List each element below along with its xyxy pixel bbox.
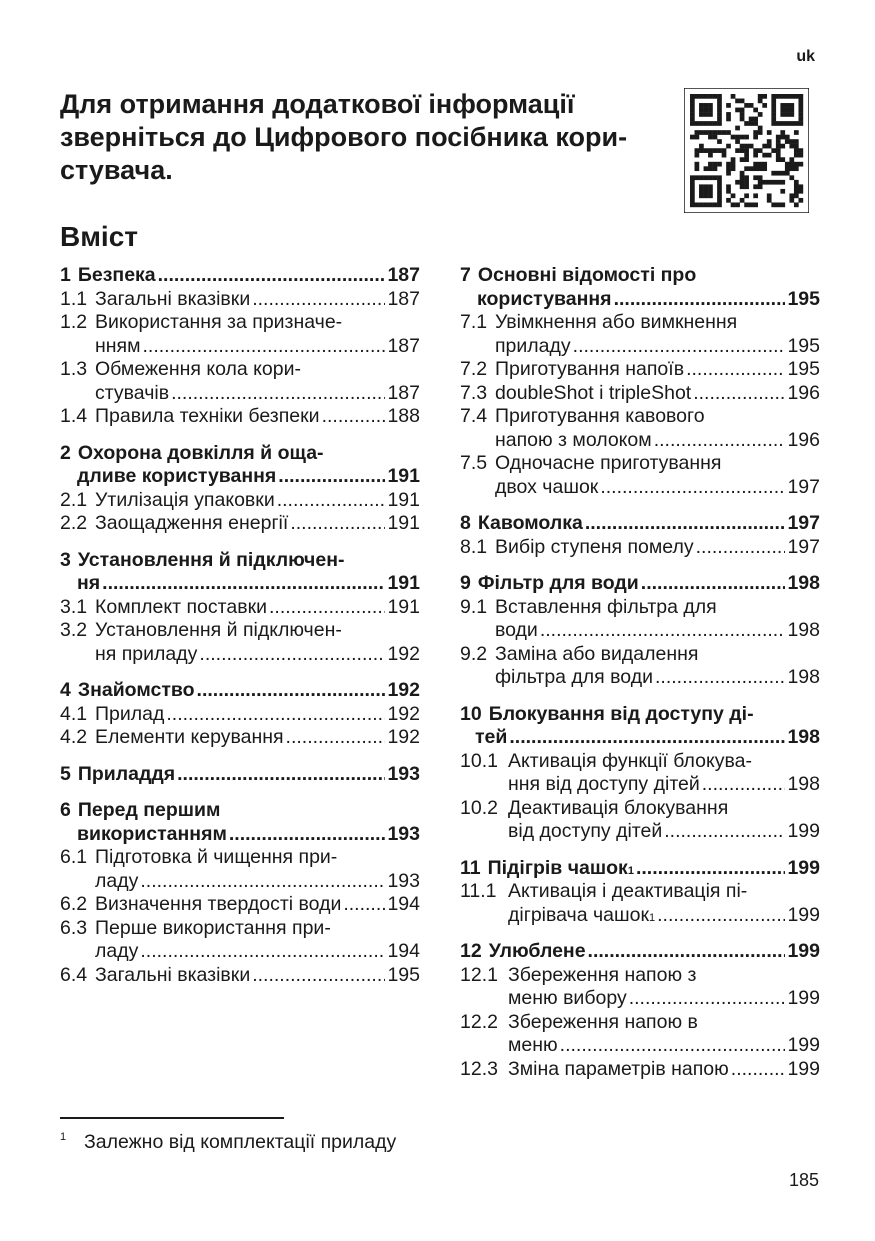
toc-page: 198 — [787, 619, 820, 641]
toc-chapter-line[interactable]: 11 Підігрів чашок 1 ..... 199 — [460, 857, 820, 881]
headline-line: стувача. — [60, 155, 173, 185]
toc-entry-line[interactable] — [460, 797, 820, 821]
toc-number: 9 — [460, 572, 471, 594]
toc-entry-line[interactable]: дігрівача чашок 1 ..... 199 — [460, 904, 820, 928]
toc-number: 12.1 — [460, 963, 498, 986]
toc-text: Увімкнення або вимкнення — [495, 311, 738, 333]
toc-number: 11.1 — [460, 880, 497, 902]
toc-text: дливе користування — [77, 465, 277, 487]
toc-page: 199 — [787, 940, 820, 962]
toc-chapter-line[interactable] — [60, 465, 420, 489]
leader-dots — [731, 1058, 786, 1082]
toc-number: 12.2 — [460, 1010, 498, 1033]
toc-chapter-line[interactable] — [60, 264, 420, 288]
leader-dots — [540, 619, 786, 643]
leader-dots — [686, 358, 785, 382]
toc-text: Збереження напою в — [508, 1010, 698, 1033]
toc-page: 194 — [387, 940, 420, 962]
toc-entry-line[interactable] — [60, 382, 420, 406]
toc-group — [60, 264, 420, 429]
toc-text: меню — [508, 1034, 558, 1056]
toc-text: фільтра для води — [495, 666, 653, 688]
toc-page: 187 — [387, 381, 420, 404]
footnote-divider — [60, 1117, 284, 1119]
leader-dots — [102, 572, 385, 596]
toc-text: Загальні вказівки — [95, 963, 251, 986]
toc-text: Безпека — [77, 264, 156, 286]
leader-dots — [588, 940, 786, 964]
toc-text: Знайомство — [77, 679, 195, 701]
toc-page: 191 — [387, 488, 420, 511]
leader-dots — [600, 476, 785, 500]
toc-page: 198 — [787, 726, 820, 748]
leader-dots — [657, 904, 785, 928]
toc-page: 193 — [387, 869, 420, 892]
toc-entry-line[interactable] — [60, 893, 420, 917]
leader-dots — [702, 773, 786, 797]
leader-dots — [252, 288, 385, 312]
leader-dots — [641, 572, 786, 596]
toc-entry-line[interactable] — [460, 987, 820, 1011]
toc-text: меню вибору — [508, 987, 627, 1009]
toc-text: Приготування напоїв — [495, 358, 685, 380]
qr-code[interactable] — [684, 88, 809, 213]
toc-page: 198 — [787, 666, 820, 688]
toc-text: ладу — [95, 940, 139, 962]
toc-entry-line[interactable] — [460, 596, 820, 620]
toc-text: Перше використання при- — [95, 916, 331, 939]
leader-dots — [696, 536, 786, 560]
toc-text: Охорона довкілля й оща- — [77, 441, 324, 464]
toc-entry-line[interactable] — [60, 288, 420, 312]
toc-text: Заощадження енергії — [95, 512, 289, 534]
leader-dots — [197, 679, 386, 703]
toc-text: Правила техніки безпеки — [95, 405, 320, 427]
toc-text: Утилізація упаковки — [95, 488, 275, 511]
toc-entry-line[interactable] — [460, 536, 820, 560]
toc-entry-line[interactable] — [60, 703, 420, 727]
toc-number: 12 — [460, 940, 482, 962]
toc-number: 7 — [460, 264, 471, 286]
toc-page: 195 — [387, 963, 420, 986]
toc-text: Приготування кавового — [495, 405, 705, 427]
toc-entry-line[interactable] — [460, 1058, 820, 1082]
toc-number: 8 — [460, 512, 471, 534]
toc-number: 6.2 — [60, 893, 88, 915]
toc-chapter-line[interactable] — [460, 288, 820, 312]
toc-page: 187 — [387, 264, 420, 286]
toc-page: 199 — [787, 1057, 820, 1080]
toc-page: 195 — [787, 358, 820, 380]
toc-text: Підготовка й чищення при- — [95, 846, 338, 868]
toc-number: 1.2 — [60, 311, 88, 333]
toc-group — [60, 799, 420, 987]
toc-number: 10.2 — [460, 796, 498, 819]
leader-dots — [585, 512, 786, 536]
toc-group — [460, 512, 820, 559]
toc-page: 194 — [387, 893, 420, 915]
toc-number: 1.4 — [60, 405, 88, 427]
toc-text: Загальні вказівки — [95, 287, 251, 310]
toc-text: Фільтр для води — [477, 572, 639, 594]
headline-line: зверніться до Цифрового посібника кори- — [60, 122, 628, 152]
toc-page: 191 — [387, 595, 420, 618]
toc-number: 7.4 — [460, 405, 488, 427]
toc-page: 199 — [787, 903, 820, 926]
toc-chapter-line[interactable] — [460, 726, 820, 750]
toc-entry-line[interactable] — [460, 335, 820, 359]
toc-text: Деактивація блокування — [508, 796, 729, 819]
headline-line: Для отримання додаткової інформації — [60, 89, 575, 119]
toc-number: 8.1 — [460, 535, 488, 558]
toc-entry-line[interactable] — [60, 643, 420, 667]
toc-page: 191 — [387, 572, 420, 594]
toc-title: Вміст — [60, 221, 138, 252]
toc-text: Активація функції блокува- — [508, 749, 752, 772]
toc-number: 2.1 — [60, 488, 88, 511]
toc-entry-line[interactable] — [460, 452, 820, 476]
toc-page: 195 — [787, 287, 820, 310]
toc-number: 3.1 — [60, 595, 88, 618]
toc-page: 195 — [787, 334, 820, 357]
toc-number: 3.2 — [60, 619, 88, 641]
toc-entry-line[interactable] — [60, 405, 420, 429]
leader-dots — [177, 763, 385, 787]
toc-text: Обмеження кола кори- — [95, 358, 301, 380]
toc-text: Перед першим — [77, 799, 221, 821]
toc-chapter-line[interactable] — [460, 703, 820, 727]
leader-dots — [664, 820, 785, 844]
toc-text: Блокування від доступу ді- — [488, 702, 754, 725]
toc-entry-line[interactable] — [60, 619, 420, 643]
toc-page: 197 — [787, 535, 820, 558]
toc-text: ладу — [95, 869, 139, 892]
toc-text: приладу — [495, 334, 571, 357]
toc-entry-line[interactable] — [460, 382, 820, 406]
toc-entry-line[interactable] — [460, 476, 820, 500]
toc-chapter-line[interactable] — [60, 679, 420, 703]
toc-number: 5 — [60, 762, 71, 785]
footnote-text: Залежно від комплектації приладу — [84, 1131, 397, 1153]
toc-number: 1.1 — [60, 287, 88, 310]
toc-number: 4.1 — [60, 702, 88, 725]
toc-page: 193 — [387, 822, 420, 845]
toc-group — [460, 264, 820, 499]
toc-page: 193 — [387, 762, 420, 785]
toc-entry-line[interactable] — [460, 666, 820, 690]
toc-number: 4 — [60, 679, 71, 701]
leader-dots — [636, 857, 786, 881]
toc-number: 11 — [460, 856, 481, 879]
leader-dots — [269, 596, 385, 620]
toc-text: Улюблене — [488, 940, 586, 962]
toc-entry-line[interactable] — [460, 1011, 820, 1035]
leader-dots — [573, 335, 786, 359]
toc-entry-line[interactable] — [60, 870, 420, 894]
leader-dots — [140, 870, 385, 894]
toc-chapter-line[interactable] — [460, 512, 820, 536]
toc-group — [460, 703, 820, 844]
toc-chapter-line[interactable] — [460, 940, 820, 964]
toc-group — [460, 572, 820, 690]
toc-entry-line[interactable] — [460, 643, 820, 667]
leader-dots — [614, 288, 786, 312]
toc-text: Установлення й підключен- — [95, 619, 342, 641]
toc-entry-line[interactable] — [460, 964, 820, 988]
leader-dots — [322, 405, 386, 429]
toc-page: 198 — [787, 572, 820, 594]
toc-number: 12.3 — [460, 1057, 498, 1080]
toc-text: тей — [475, 726, 508, 748]
leader-dots — [252, 964, 385, 988]
toc-page: 199 — [787, 820, 820, 842]
toc-entry-line[interactable] — [460, 773, 820, 797]
toc-text: Визначення твердості води — [95, 893, 342, 915]
leader-dots — [143, 335, 386, 359]
toc-text: doubleShot і tripleShot — [495, 381, 692, 404]
toc-number: 10 — [460, 702, 482, 725]
page-number: 185 — [788, 1170, 819, 1190]
toc-text: Основні відомості про — [477, 264, 697, 286]
toc-number: 6 — [60, 799, 71, 821]
toc-text: Заміна або видалення — [495, 642, 699, 665]
toc-text: Вибір ступеня помелу — [495, 535, 694, 558]
toc-entry-line[interactable] — [460, 429, 820, 453]
toc-entry-line[interactable] — [60, 512, 420, 536]
leader-dots — [654, 429, 786, 453]
toc-text: дігрівача чашок — [508, 903, 650, 926]
toc-text: Прилад — [95, 702, 165, 725]
toc-number: 2.2 — [60, 512, 88, 534]
toc-page: 198 — [787, 773, 820, 795]
toc-group — [60, 442, 420, 536]
toc-entry-line[interactable] — [460, 358, 820, 382]
toc-number: 4.2 — [60, 726, 88, 748]
toc-text: напою з молоком — [495, 428, 652, 451]
toc-text: Використання за призначе- — [95, 311, 343, 333]
toc-text: Підігрів чашок — [487, 856, 628, 879]
toc-entry-line[interactable] — [60, 726, 420, 750]
toc-text: Приладдя — [77, 762, 176, 785]
leader-dots — [509, 726, 785, 750]
toc-entry-line[interactable] — [460, 405, 820, 429]
toc-text: води — [495, 619, 538, 641]
toc-text: стувачів — [95, 381, 170, 404]
toc-text: Установлення й підключен- — [77, 548, 345, 571]
toc-page: 192 — [387, 702, 420, 725]
toc-page: 197 — [787, 475, 820, 498]
leader-dots — [166, 703, 385, 727]
headline — [60, 88, 660, 187]
leader-dots — [277, 489, 386, 513]
footnote — [60, 1131, 396, 1154]
toc-page: 188 — [387, 405, 420, 427]
toc-entry-line[interactable] — [60, 335, 420, 359]
toc-entry-line[interactable] — [460, 820, 820, 844]
toc-page: 192 — [387, 726, 420, 748]
toc-chapter-line[interactable] — [60, 442, 420, 466]
toc-page: 192 — [387, 679, 420, 701]
toc-page: 197 — [787, 512, 820, 534]
language-code: uk — [796, 48, 815, 65]
leader-dots — [229, 823, 386, 847]
toc-number: 6.4 — [60, 963, 88, 986]
toc-text: Зміна параметрів напою — [508, 1057, 729, 1080]
toc-group — [60, 679, 420, 750]
toc-text: ня — [77, 572, 101, 594]
toc-text: нням — [95, 334, 141, 357]
toc-entry-line[interactable] — [60, 489, 420, 513]
toc-page: 199 — [787, 1034, 820, 1056]
toc-number: 7.2 — [460, 358, 488, 380]
leader-dots — [655, 666, 785, 690]
toc-page: 191 — [387, 512, 420, 534]
toc-entry-line[interactable] — [60, 964, 420, 988]
toc-number: 7.1 — [460, 311, 488, 333]
toc-text: Одночасне приготування — [495, 452, 722, 474]
toc-entry-line[interactable] — [460, 619, 820, 643]
leader-dots — [693, 382, 785, 406]
toc-number: 1.3 — [60, 358, 88, 380]
toc-chapter-line[interactable] — [460, 264, 820, 288]
toc-page: 196 — [787, 428, 820, 451]
toc-page: 199 — [787, 987, 820, 1009]
toc-entry-line[interactable] — [460, 311, 820, 335]
toc-page: 196 — [787, 381, 820, 404]
toc-entry-line[interactable] — [60, 358, 420, 382]
leader-dots — [278, 465, 385, 489]
toc-text: ння від доступу дітей — [508, 773, 700, 795]
toc-page: 199 — [787, 856, 820, 879]
toc-group — [460, 940, 820, 1081]
toc-chapter-line[interactable] — [60, 799, 420, 823]
toc-page: 187 — [387, 287, 420, 310]
toc-chapter-line[interactable] — [60, 823, 420, 847]
toc-group — [460, 857, 820, 928]
toc-entry-line[interactable] — [460, 1034, 820, 1058]
toc-column-right — [460, 264, 820, 1094]
toc-text: використанням — [77, 822, 227, 845]
toc-entry-line[interactable] — [60, 846, 420, 870]
toc-number: 10.1 — [460, 749, 498, 772]
leader-dots — [629, 987, 786, 1011]
toc-column-left — [60, 264, 420, 1000]
toc-entry-line[interactable] — [60, 940, 420, 964]
toc-text: ня приладу — [95, 642, 198, 665]
leader-dots — [290, 512, 385, 536]
leader-dots — [560, 1034, 786, 1058]
toc-entry-line[interactable] — [60, 311, 420, 335]
toc-text: Кавомолка — [477, 512, 583, 534]
toc-page: 192 — [387, 642, 420, 665]
toc-chapter-line[interactable] — [60, 572, 420, 596]
toc-text: Вставлення фільтра для — [495, 595, 717, 618]
toc-text: двох чашок — [495, 475, 599, 498]
toc-text: Комплект поставки — [95, 595, 267, 618]
toc-number: 3 — [60, 548, 71, 571]
leader-dots — [140, 940, 385, 964]
toc-chapter-line[interactable] — [60, 549, 420, 573]
toc-number: 6.3 — [60, 916, 88, 939]
leader-dots — [158, 264, 386, 288]
toc-number: 1 — [60, 264, 71, 286]
toc-entry-line[interactable] — [460, 750, 820, 774]
leader-dots — [343, 893, 385, 917]
toc-entry-line[interactable] — [60, 596, 420, 620]
leader-dots — [199, 643, 385, 667]
toc-text: Елементи керування — [95, 726, 284, 748]
toc-text: Збереження напою з — [508, 963, 697, 986]
toc-chapter-line[interactable] — [60, 763, 420, 787]
footnote-mark: 1 — [60, 1131, 67, 1143]
toc-chapter-line[interactable] — [460, 572, 820, 596]
toc-entry-line[interactable] — [460, 880, 820, 904]
toc-number: 9.1 — [460, 595, 488, 618]
toc-group — [60, 763, 420, 787]
leader-dots — [286, 726, 386, 750]
leader-dots — [171, 382, 385, 406]
toc-entry-line[interactable] — [60, 917, 420, 941]
toc-group — [60, 549, 420, 667]
toc-text: від доступу дітей — [508, 820, 663, 842]
toc-page: 187 — [387, 334, 420, 357]
toc-number: 7.3 — [460, 381, 488, 404]
toc-page: 191 — [387, 465, 420, 487]
toc-text: користування — [477, 287, 612, 310]
toc-number: 2 — [60, 441, 71, 464]
toc-text: Активація і деактивація пі- — [508, 880, 748, 902]
toc-number: 7.5 — [460, 452, 488, 474]
toc-number: 6.1 — [60, 846, 88, 868]
toc-number: 9.2 — [460, 642, 488, 665]
